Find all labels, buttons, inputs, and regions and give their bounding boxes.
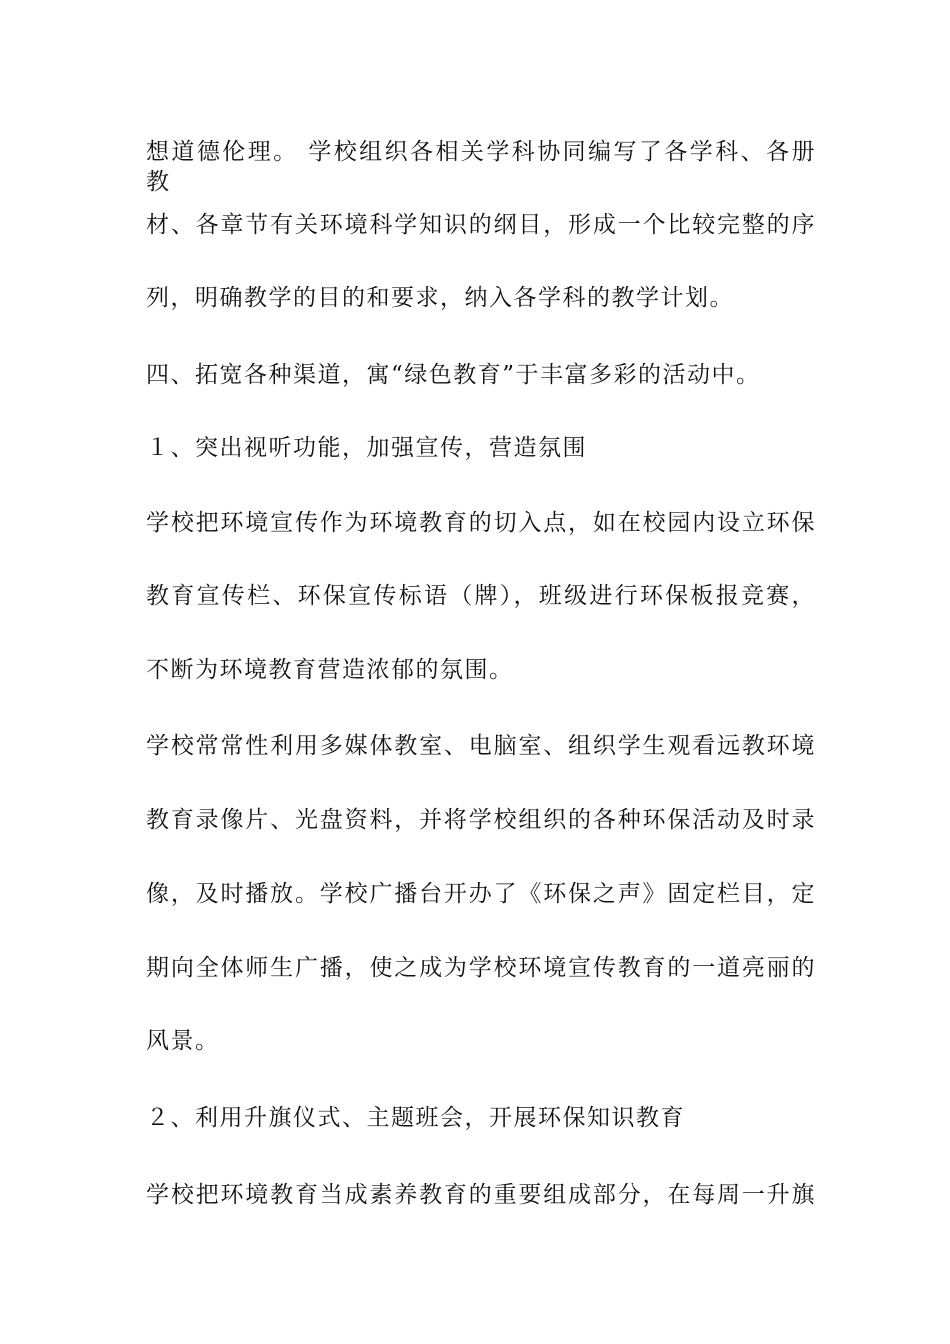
- section-heading: 四、拓宽各种渠道，寓“绿色教育”于丰富多彩的活动中。: [146, 362, 761, 388]
- paragraph-line: 列，明确教学的目的和要求，纳入各学科的教学计划。: [146, 285, 734, 311]
- paragraph-line: 学校常常性利用多媒体教室、电脑室、组织学生观看远教环境: [146, 733, 816, 759]
- subsection-heading: １、突出视听功能，加强宣传，营造氛围: [146, 435, 587, 461]
- paragraph-line: 教育录像片、光盘资料，并将学校组织的各种环保活动及时录: [146, 807, 816, 833]
- paragraph-line: 学校把环境宣传作为环境教育的切入点，如在校园内设立环保: [146, 510, 816, 536]
- paragraph-line: 学校把环境教育当成素养教育的重要组成部分，在每周一升旗: [146, 1182, 816, 1208]
- paragraph-line: 期向全体师生广播，使之成为学校环境宣传教育的一道亮丽的: [146, 955, 816, 981]
- paragraph-line: 教育宣传栏、环保宣传标语（牌），班级进行环保板报竞赛，: [146, 583, 816, 609]
- paragraph-line: 想道德伦理。 学校组织各相关学科协同编写了各学科、各册教: [146, 139, 816, 195]
- subsection-heading: ２、利用升旗仪式、主题班会，开展环保知识教育: [146, 1105, 685, 1131]
- paragraph-line: 材、各章节有关环境科学知识的纲目，形成一个比较完整的序: [146, 212, 816, 238]
- paragraph-line: 风景。: [146, 1028, 220, 1054]
- paragraph-line: 像，及时播放。学校广播台开办了《环保之声》固定栏目，定: [146, 881, 816, 907]
- paragraph-line: 不断为环境教育营造浓郁的氛围。: [146, 657, 514, 683]
